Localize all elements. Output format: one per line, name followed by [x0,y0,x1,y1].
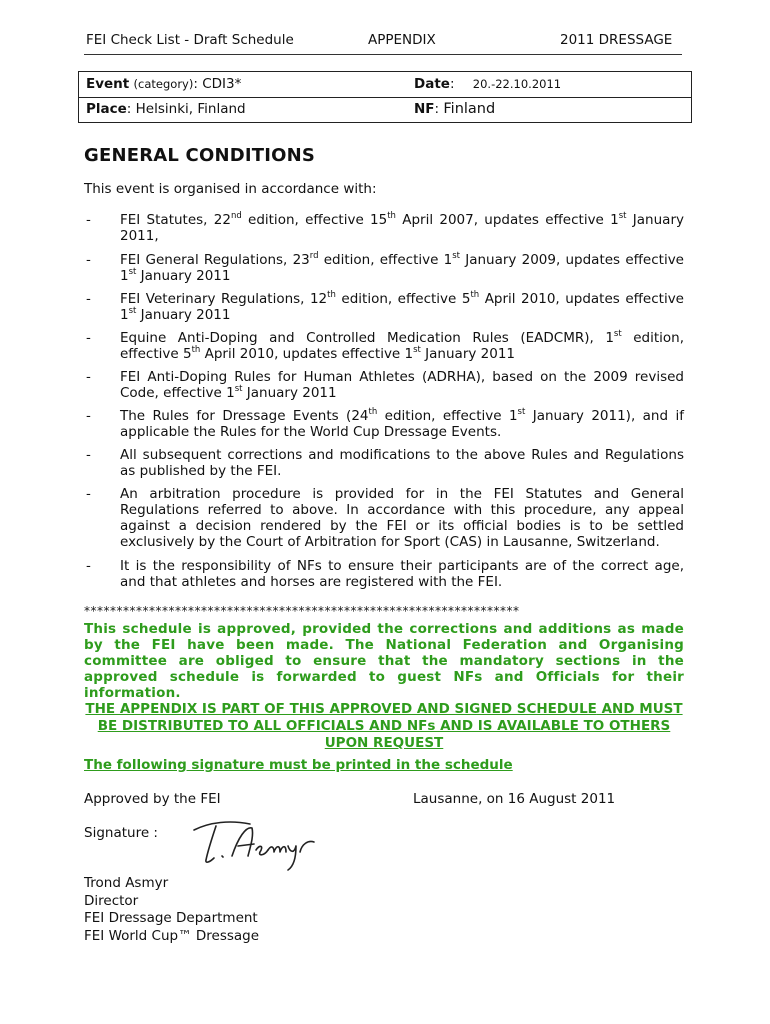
date-value: 20.-22.10.2011 [472,77,562,91]
date-cell [414,76,561,92]
bullet-dash: - [86,252,91,268]
list-item-text: An arbitration procedure is provided for in the FEI Statutes and General Regulations referred to above. In accordance with this procedure, any appeal against a decision rendered by the FEI or its official bodies is to be settled exclusively by the Court of Arbitration for Sport (CAS) in Lausanne, Switzerland. [120,486,684,550]
event-info-box [78,71,692,123]
bullet-dash: - [86,330,91,346]
nf-label: NF [414,101,435,117]
appendix-notice-underlined: THE APPENDIX IS PART OF THIS APPROVED AND SIGNED SCHEDULE [85,701,597,717]
approval-notice: This schedule is approved, provided the corrections and additions as made by the FEI have been made. The National Federation and Organising committee are obliged to ensure that the mandatory sections in the approved schedule is forwarded to guest NFs and Officials for their information. [84,621,684,701]
nf-value: Finland [443,101,496,117]
signatory-program: FEI World Cup™ Dressage [84,927,260,944]
list-item-text: It is the responsibility of NFs to ensure their participants are of the correct age, and that athletes and horses are registered with the FEI. [120,558,684,590]
list-item [84,408,684,440]
header-right: 2011 DRESSAGE [560,32,673,48]
header-rule [84,54,682,55]
bullet-dash: - [86,558,91,574]
event-cell [86,76,241,92]
signatory-block [84,875,259,945]
list-item [84,486,684,550]
event-label: Event [86,76,130,92]
approved-by: Approved by the FEI [84,791,221,807]
list-item [84,447,684,479]
separator-stars: ******************************************************************* [84,604,520,618]
info-row-event-date [79,72,691,98]
list-item [84,369,684,401]
signature-notice: The following signature must be printed in the schedule [84,757,513,773]
place-sep: : [126,101,132,117]
info-row-place-nf [79,97,691,122]
nf-sep: : [434,101,440,117]
event-category: (category) [133,77,194,91]
place-cell [86,101,246,117]
bullet-dash: - [86,291,91,307]
place-label: Place [86,101,127,117]
header-left: FEI Check List - Draft Schedule [86,32,294,48]
intro-text: This event is organised in accordance with: [84,181,377,197]
appendix-notice [84,701,684,752]
bullet-dash: - [86,486,91,502]
bullet-dash: - [86,369,91,385]
list-item [84,558,684,590]
event-sep: : [193,76,198,92]
place-value: Helsinki, Finland [135,101,246,117]
bullet-dash: - [86,447,91,463]
section-title: GENERAL CONDITIONS [84,145,316,166]
signatory-title: Director [84,892,139,909]
appendix-notice-rest: AND MUST BE DISTRIBUTED TO ALL OFFICIALS AND NFs AND IS AVAILABLE TO OTHERS UPON REQUEST [97,701,683,751]
list-item-text: Equine Anti-Doping and Controlled Medication Rules (EADCMR), 1st edition, effective 5th April 2010, updates effective 1st January 2011 [120,329,684,362]
event-value: CDI3* [202,76,242,92]
place-date: Lausanne, on 16 August 2011 [413,791,616,807]
date-sep: : [449,76,455,92]
signatory-name: Trond Asmyr [84,875,169,891]
bullet-dash: - [86,408,91,424]
date-label: Date [414,76,450,92]
list-item [84,330,684,362]
nf-cell [414,101,495,117]
bullet-dash: - [86,212,91,228]
list-item-text: FEI General Regulations, 23rd edition, effective 1st January 2009, updates effective 1st January 2011 [120,251,684,284]
list-item [84,212,684,244]
handwritten-signature-icon [190,812,320,872]
list-item-text: All subsequent corrections and modifications to the above Rules and Regulations as published by the FEI. [120,447,684,479]
list-item-text: The Rules for Dressage Events (24th edition, effective 1st January 2011), and if applicable the Rules for the World Cup Dressage Events. [120,407,684,440]
signatory-department: FEI Dressage Department [84,910,258,926]
signature-label: Signature : [84,825,158,841]
list-item [84,291,684,323]
list-item-text: FEI Anti-Doping Rules for Human Athletes (ADRHA), based on the 2009 revised Code, effective 1st January 2011 [120,369,684,401]
list-item-text: FEI Veterinary Regulations, 12th edition, effective 5th April 2010, updates effective 1st January 2011 [120,290,684,323]
list-item-text: FEI Statutes, 22nd edition, effective 15th April 2007, updates effective 1st January 2011, [120,211,684,244]
header-middle: APPENDIX [368,32,436,48]
list-item [84,252,684,284]
